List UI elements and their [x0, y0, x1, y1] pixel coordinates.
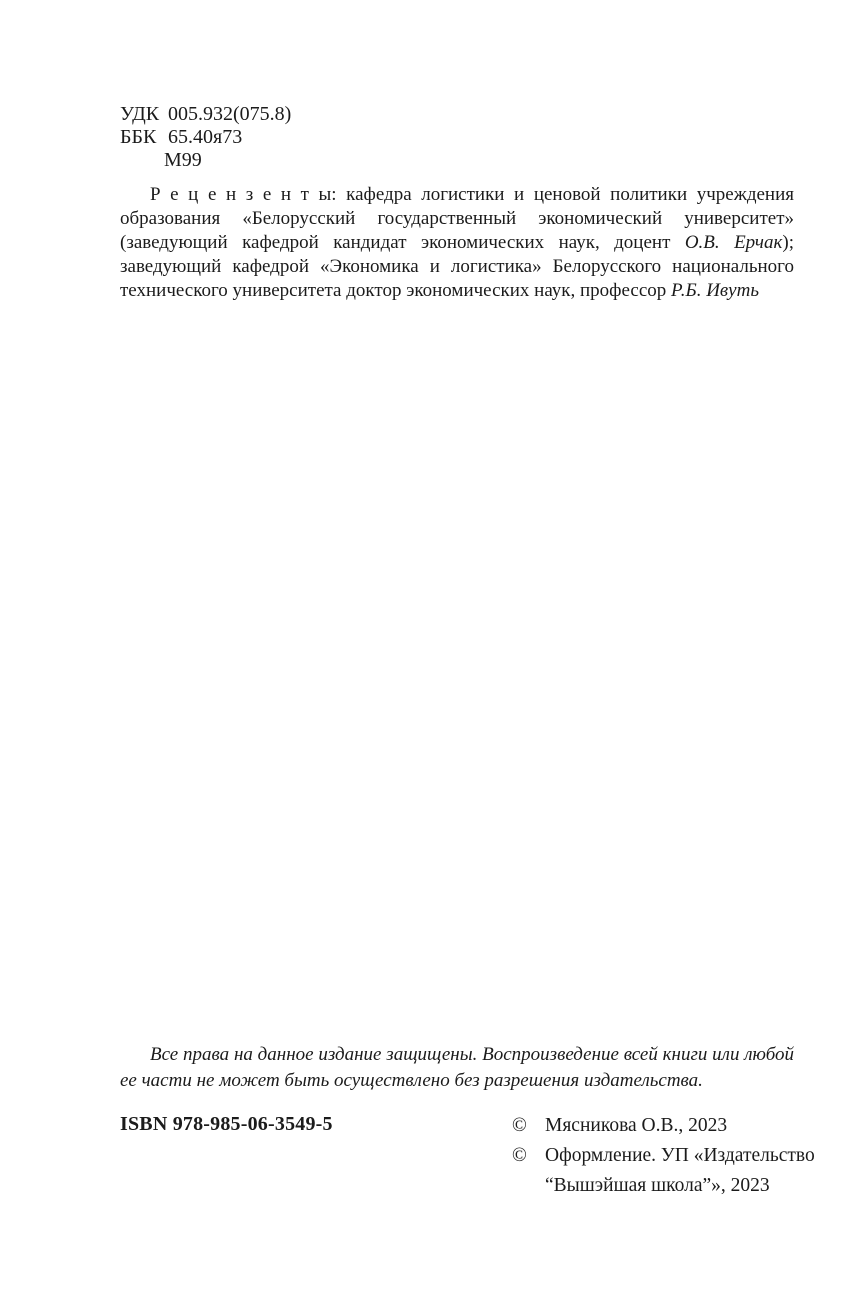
bbk-value: 65.40я73	[168, 126, 243, 148]
reviewers-label: Р е ц е н з е н т ы:	[150, 184, 337, 205]
reviewer-name-1: О.В. Ерчак	[684, 232, 783, 253]
reviewer-name-2: Р.Б. Ивуть	[671, 280, 759, 301]
udk-value: 005.932(075.8)	[168, 103, 292, 125]
copyright-entry-publisher	[512, 1141, 815, 1201]
bbk-line	[120, 126, 291, 149]
book-code: М99	[164, 149, 202, 171]
rights-notice: Все права на данное издание защищены. Воспроизведение всей книги или любой ее части не может быть осуществлено без разрешения издательства.	[120, 1044, 794, 1091]
reviewers-text-1: кафедра логистики и ценовой политики учреждения образования «Белорусский государственный экономический университет» (заведующий кафедрой кандидат экономических наук, доцент	[120, 184, 795, 253]
isbn: ISBN 978-985-06-3549-5	[120, 1113, 333, 1135]
bbk-label: ББК	[120, 126, 157, 148]
copyright-publisher-line-2: “Вышэйшая школа”», 2023	[545, 1175, 770, 1196]
reviewers-paragraph	[120, 183, 794, 303]
copyright-author-line: Мясникова О.В., 2023	[545, 1115, 728, 1136]
copyright-publisher-line-1: Оформление. УП «Издательство	[545, 1145, 815, 1166]
copyright-block	[512, 1111, 815, 1201]
copyright-symbol: ©	[512, 1115, 527, 1136]
udk-label: УДК	[120, 103, 160, 125]
classification-codes	[120, 103, 291, 172]
copyright-entry-author	[512, 1111, 815, 1141]
udk-line	[120, 103, 291, 126]
copyright-symbol: ©	[512, 1145, 527, 1166]
reviewers-text-2: ); заведующий кафедрой «Экономика и логистика» Белорусского национального технического университета доктор экономических наук, профессор	[120, 232, 794, 301]
